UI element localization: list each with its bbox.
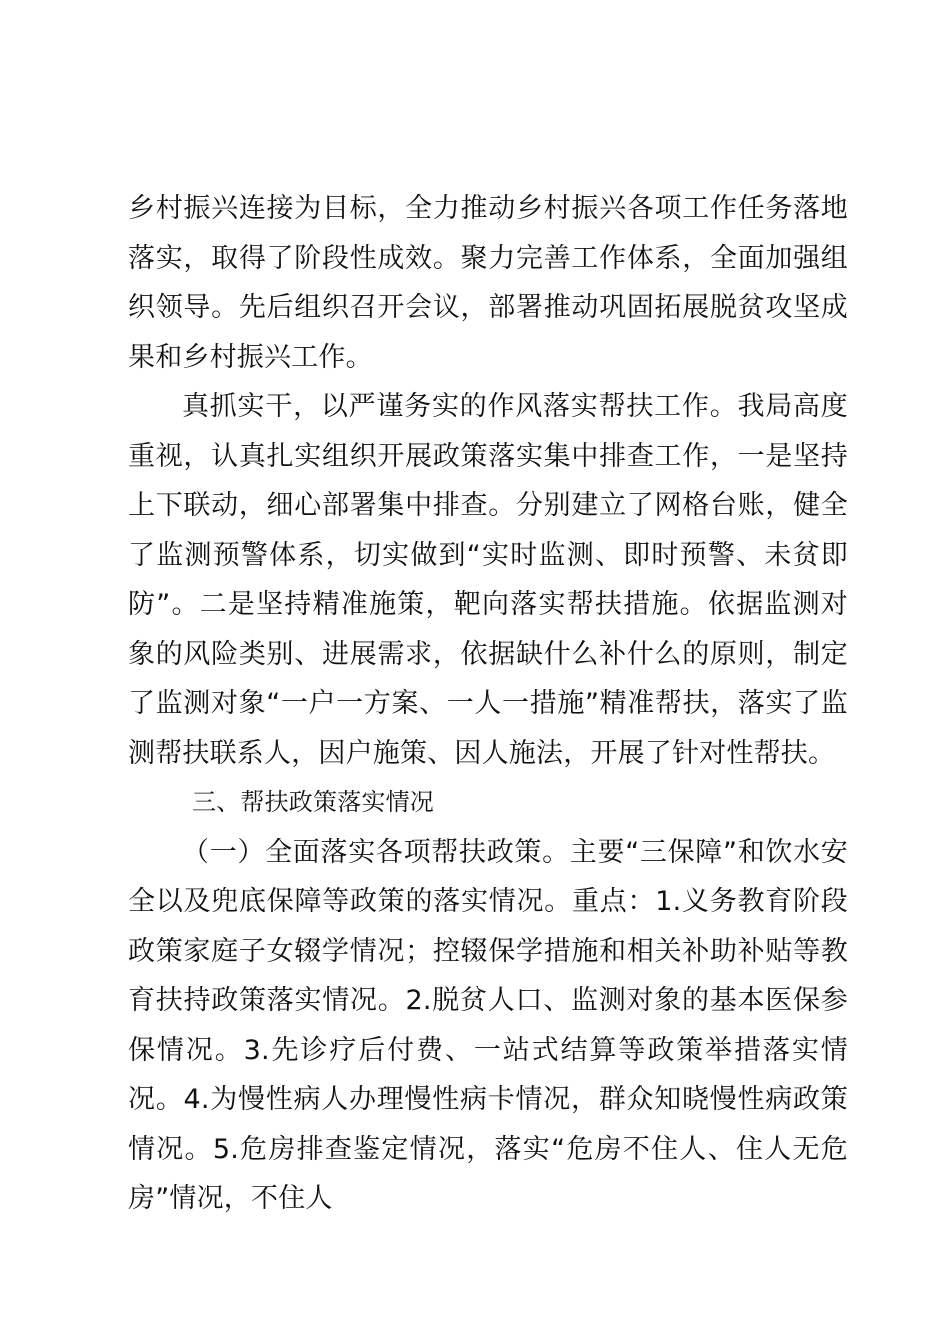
paragraph-continuation: 乡村振兴连接为目标，全力推动乡村振兴各项工作任务落地落实，取得了阶段性成效。聚力完善工作体系，全面加强组织领导。先后组织召开会议，部署推动巩固拓展脱贫攻坚成果和乡村振兴工作。 bbox=[128, 193, 848, 373]
section-heading: 三、帮扶政策落实情况 bbox=[192, 788, 434, 816]
paragraph-implementation: 真抓实干，以严谨务实的作风落实帮扶工作。我局高度重视，认真扎实组织开展政策落实集中排查工作，一是坚持上下联动，细心部署集中排查。分别建立了网格台账，健全了监测预警体系，切实做到“实时监测、即时预警、未贫即防”。二是坚持精准施策，靶向落实帮扶措施。依据监测对象的风险类别、进展需求，依据缺什么补什么的原则，制定了监测对象“一户一方案、一人一措施”精准帮扶，落实了监测帮扶联系人，因户施策、因人施法，开展了针对性帮扶。 bbox=[128, 391, 848, 769]
document-body bbox=[128, 184, 848, 1224]
paragraph-policies: （一）全面落实各项帮扶政策。主要“三保障”和饮水安全以及兜底保障等政策的落实情况。重点：1.义务教育阶段政策家庭子女辍学情况；控辍保学措施和相关补助补贴等教育扶持政策落实情况。2.脱贫人口、监测对象的基本医保参保情况。3.先诊疗后付费、一站式结算等政策举措落实情况。4.为慢性病人办理慢性病卡情况，群众知晓慢性病政策情况。5.危房排查鉴定情况，落实“危房不住人、住人无危房”情况，不住人 bbox=[128, 836, 848, 1214]
